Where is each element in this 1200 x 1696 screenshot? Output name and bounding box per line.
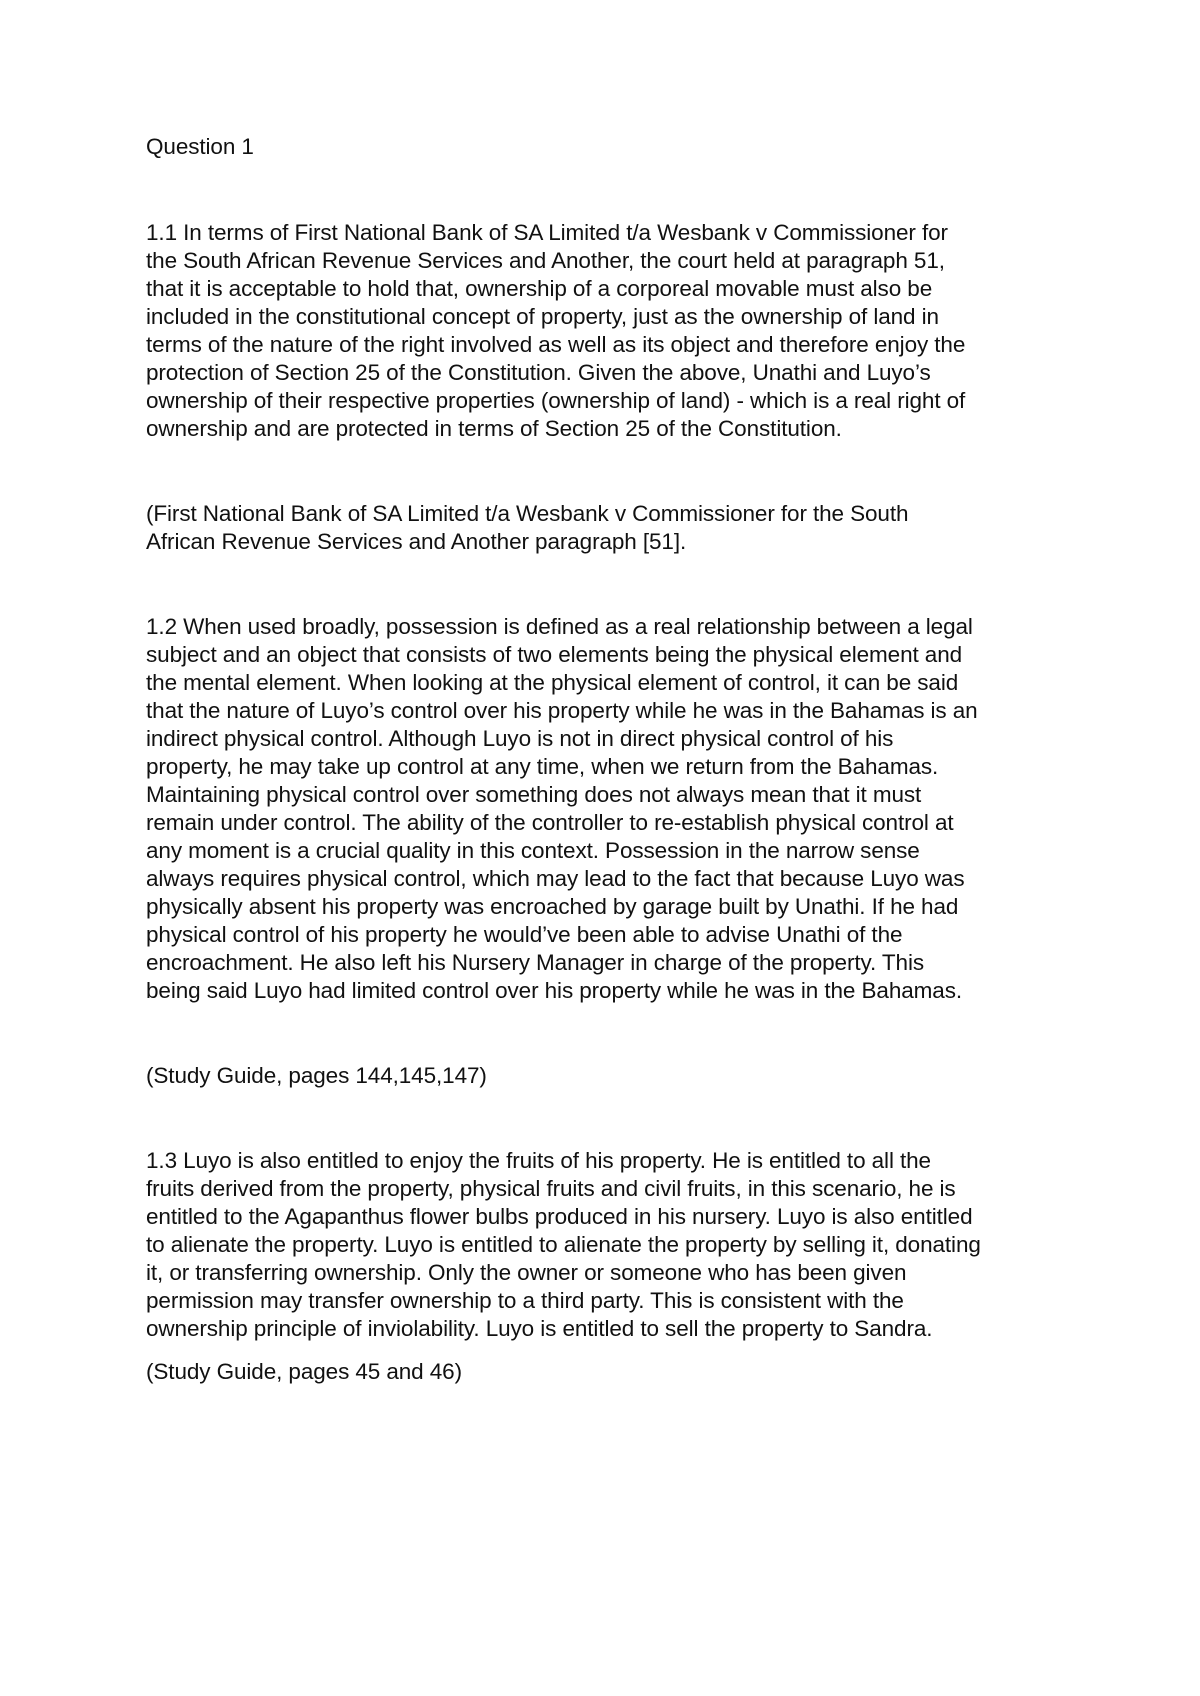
- citation-1-3: (Study Guide, pages 45 and 46): [146, 1359, 462, 1384]
- answer-1-2-line: that the nature of Luyo’s control over his property while he was in the Bahamas is an: [146, 698, 978, 723]
- answer-1-3-line: to alienate the property. Luyo is entitled to alienate the property by selling it, donating: [146, 1232, 981, 1257]
- answer-1-2-line: subject and an object that consists of two elements being the physical element and: [146, 642, 963, 667]
- answer-1-1-line: terms of the nature of the right involved as well as its object and therefore enjoy the: [146, 332, 966, 357]
- answer-1-2-line: Maintaining physical control over something does not always mean that it must: [146, 782, 922, 807]
- answer-1-2-line: encroachment. He also left his Nursery Manager in charge of the property. This: [146, 950, 924, 975]
- answer-1-2-line: always requires physical control, which may lead to the fact that because Luyo was: [146, 866, 965, 891]
- answer-1-2-line: 1.2 When used broadly, possession is defined as a real relationship between a legal: [146, 614, 973, 639]
- answer-1-1-line: the South African Revenue Services and Another, the court held at paragraph 51,: [146, 248, 945, 273]
- answer-1-3-line: it, or transferring ownership. Only the owner or someone who has been given: [146, 1260, 907, 1285]
- answer-1-2-line: being said Luyo had limited control over his property while he was in the Bahamas.: [146, 978, 963, 1003]
- question-heading: Question 1: [146, 134, 254, 159]
- answer-1-2-line: property, he may take up control at any time, when we return from the Bahamas.: [146, 754, 939, 779]
- answer-1-2-line: any moment is a crucial quality in this context. Possession in the narrow sense: [146, 838, 920, 863]
- answer-1-2-line: physical control of his property he would’ve been able to advise Unathi of the: [146, 922, 903, 947]
- answer-1-2-line: the mental element. When looking at the physical element of control, it can be said: [146, 670, 959, 695]
- citation-1-2: (Study Guide, pages 144,145,147): [146, 1063, 487, 1088]
- citation-1-1-line: African Revenue Services and Another paragraph [51].: [146, 529, 687, 554]
- answer-1-3-line: ownership principle of inviolability. Luyo is entitled to sell the property to Sandra.: [146, 1316, 933, 1341]
- answer-1-1-line: that it is acceptable to hold that, ownership of a corporeal movable must also be: [146, 276, 933, 301]
- citation-1-1-line: (First National Bank of SA Limited t/a Wesbank v Commissioner for the South: [146, 501, 909, 526]
- answer-1-3-line: 1.3 Luyo is also entitled to enjoy the fruits of his property. He is entitled to all the: [146, 1148, 931, 1173]
- answer-1-1-line: included in the constitutional concept of property, just as the ownership of land in: [146, 304, 939, 329]
- answer-1-2-line: remain under control. The ability of the controller to re-establish physical control at: [146, 810, 954, 835]
- answer-1-1-line: protection of Section 25 of the Constitution. Given the above, Unathi and Luyo’s: [146, 360, 931, 385]
- answer-1-2-line: physically absent his property was encroached by garage built by Unathi. If he had: [146, 894, 959, 919]
- answer-1-3-line: fruits derived from the property, physical fruits and civil fruits, in this scenario, he is: [146, 1176, 956, 1201]
- answer-1-2-line: indirect physical control. Although Luyo is not in direct physical control of his: [146, 726, 894, 751]
- answer-1-3-line: permission may transfer ownership to a third party. This is consistent with the: [146, 1288, 904, 1313]
- answer-1-3-line: entitled to the Agapanthus flower bulbs produced in his nursery. Luyo is also entitled: [146, 1204, 973, 1229]
- answer-1-1-line: ownership and are protected in terms of Section 25 of the Constitution.: [146, 416, 842, 441]
- answer-1-1-line: ownership of their respective properties (ownership of land) - which is a real right of: [146, 388, 966, 413]
- answer-1-1-line: 1.1 In terms of First National Bank of SA Limited t/a Wesbank v Commissioner for: [146, 220, 948, 245]
